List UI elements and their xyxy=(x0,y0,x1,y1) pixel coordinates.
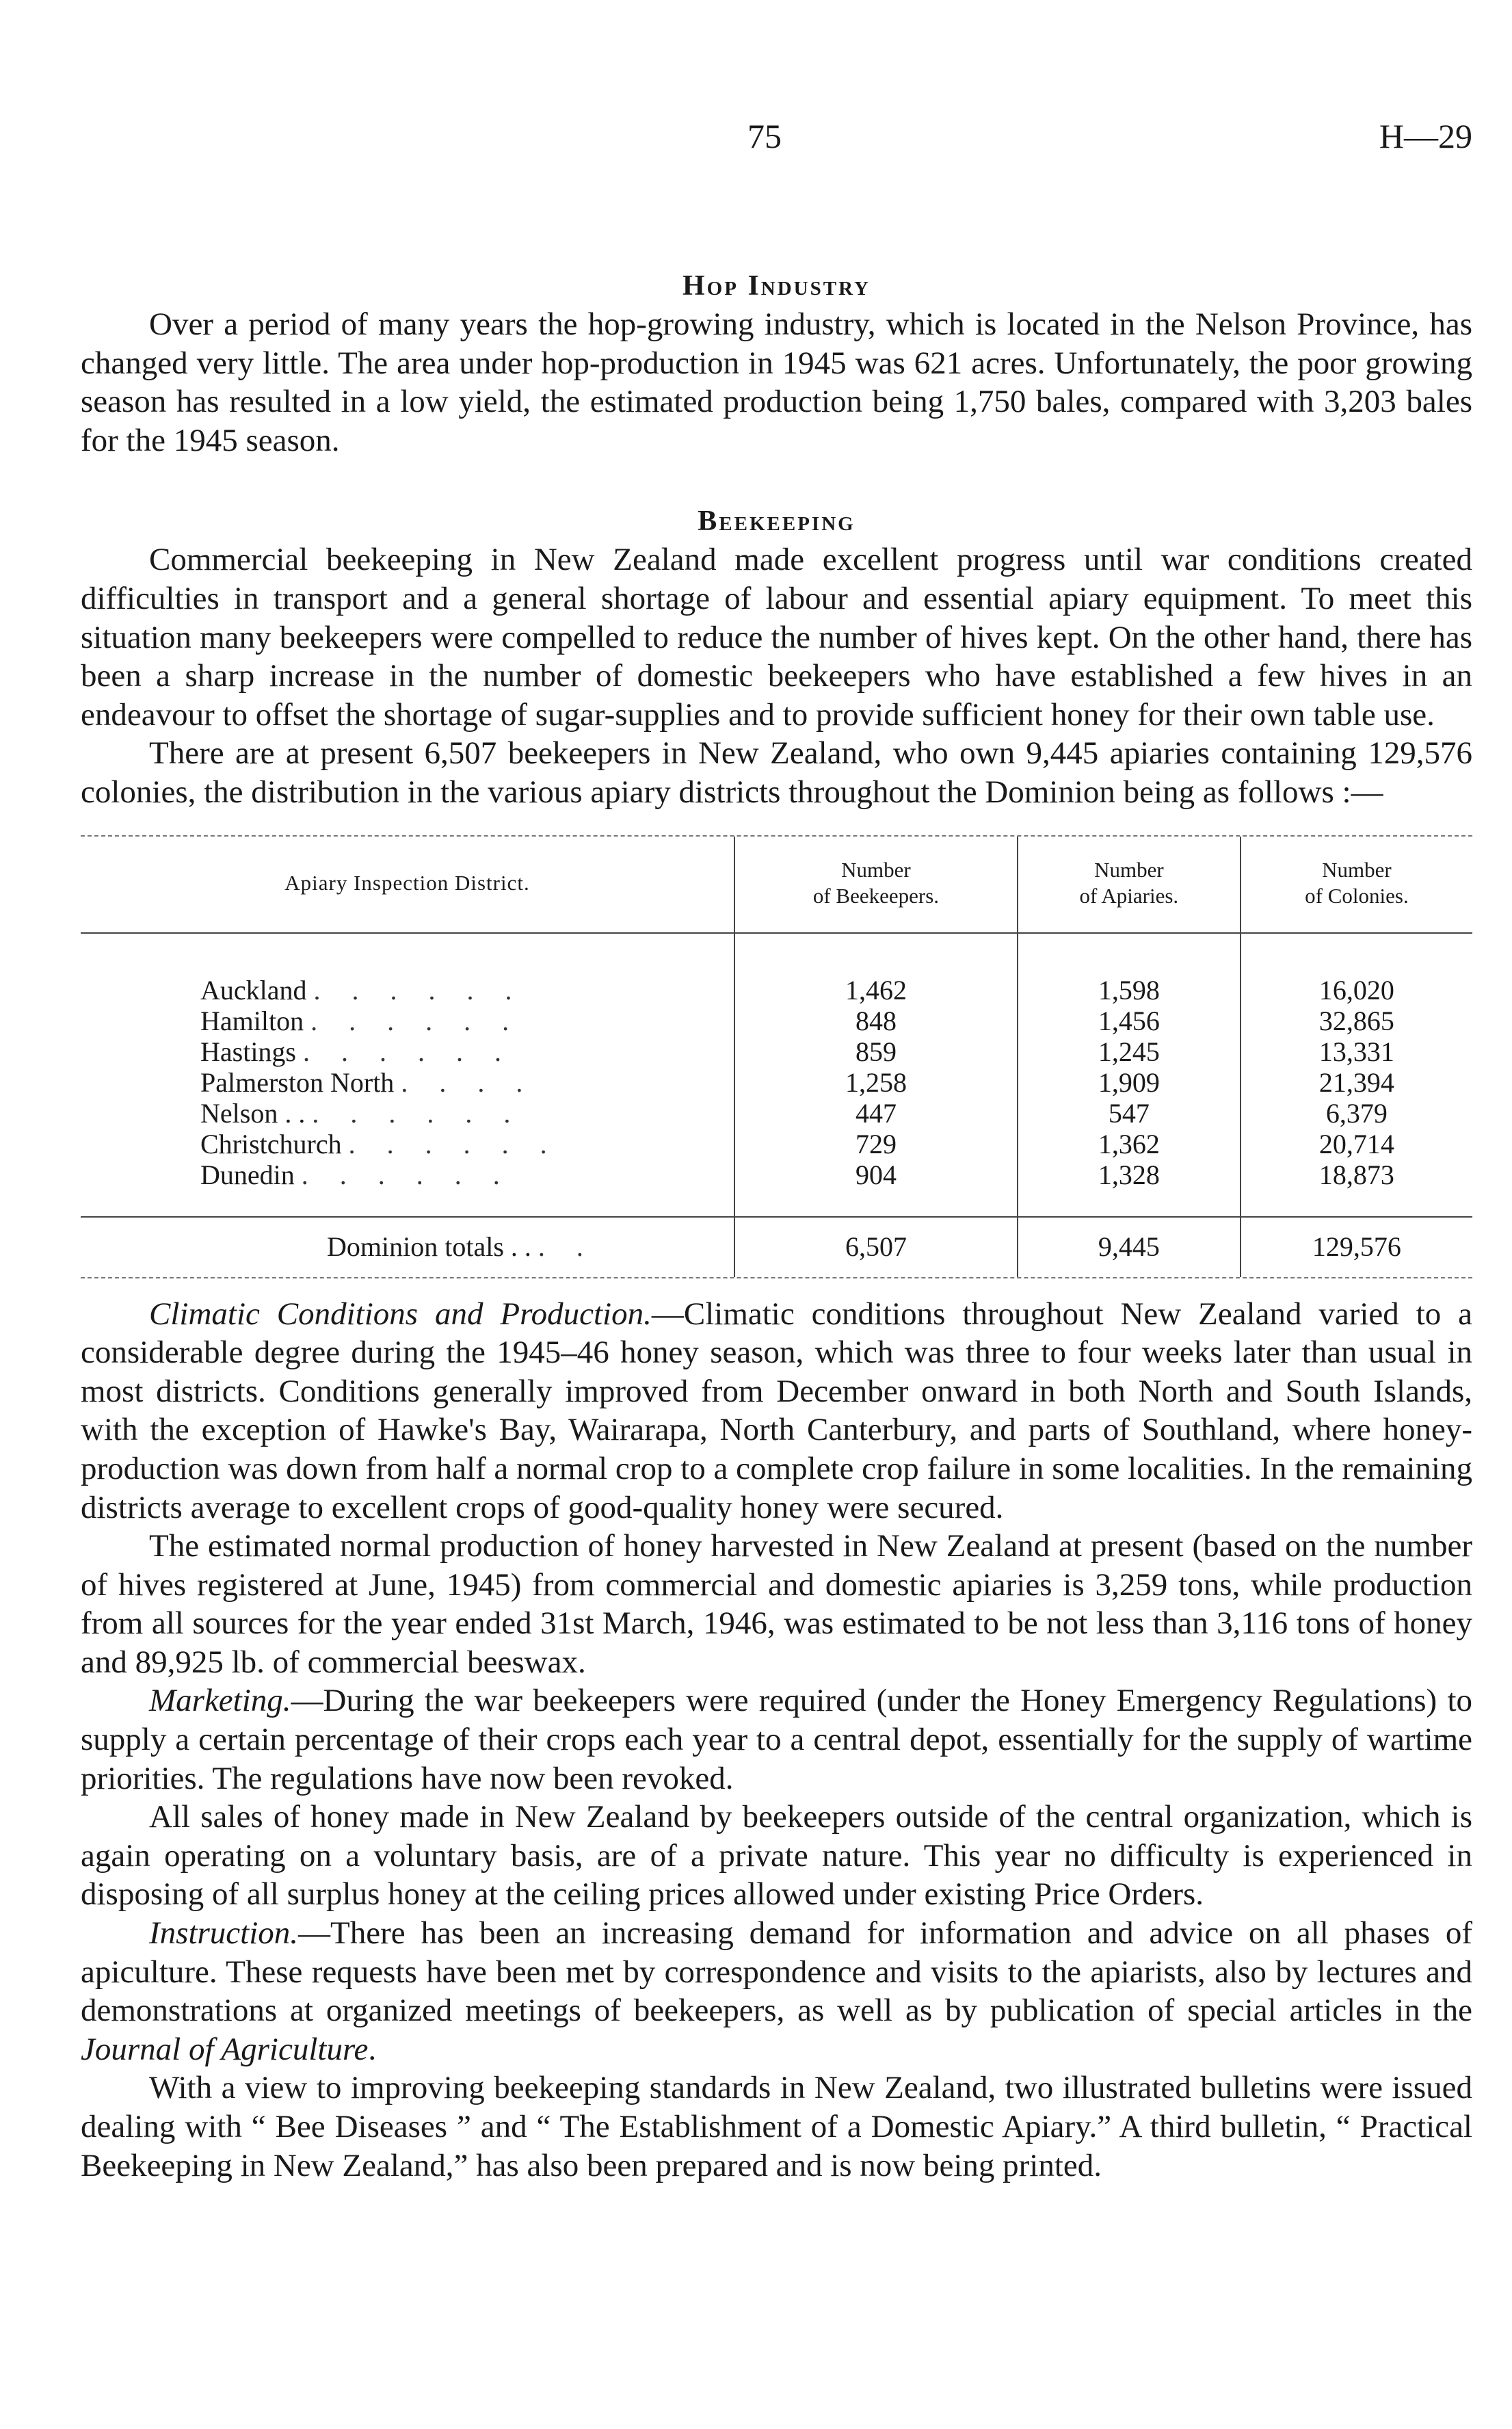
header-apiaries-line2: of Apiaries. xyxy=(1079,883,1179,908)
colonies-cell: 18,873 xyxy=(1241,1159,1472,1217)
table-row xyxy=(81,1006,1472,1036)
beekeepers-cell: 1,462 xyxy=(734,933,1018,1006)
colonies-cell: 20,714 xyxy=(1241,1129,1472,1159)
beekeepers-cell: 848 xyxy=(734,1006,1018,1036)
header-beekeepers-line1: Number xyxy=(841,857,911,882)
beekeepers-cell: 1,258 xyxy=(734,1067,1018,1098)
apiaries-cell: 1,245 xyxy=(1018,1036,1241,1067)
district-cell xyxy=(81,1159,734,1217)
apiaries-cell: 1,328 xyxy=(1018,1159,1241,1217)
table-row xyxy=(81,1129,1472,1159)
district-name: Hastings xyxy=(200,1036,296,1067)
table-bottom-rule xyxy=(81,1277,1472,1278)
beekeeping-heading: Beekeeping xyxy=(698,506,856,538)
colonies-cell: 32,865 xyxy=(1241,1006,1472,1036)
apiaries-cell: 1,909 xyxy=(1018,1067,1241,1098)
table-header-row xyxy=(81,837,1472,933)
header-apiaries xyxy=(1018,837,1241,933)
journal-title: Journal of Agriculture xyxy=(81,2031,369,2067)
beekeeping-paragraph-2: There are at present 6,507 beekeepers in New Zealand, who own 9,445 apiaries containing 129,576 colonies, the distribution in the various apiary districts throughout the Dominion being as follows :— xyxy=(81,735,1472,810)
totals-label: Dominion totals . . xyxy=(327,1231,531,1262)
leader-dots: . . . . . . xyxy=(310,1005,522,1036)
leader-dots: . . . . . . xyxy=(313,974,525,1006)
apiaries-cell: 1,456 xyxy=(1018,1006,1241,1036)
climatic-text: —Climatic conditions throughout New Zealand varied to a considerable degree during the 1945–46 honey season, which was three to four weeks later than usual in most districts. Conditions generally improved from December onward in both North and South Islands, with the exception of Hawke's Bay, Wairarapa, North Canterbury, and parts of Southland, where honey-production was down from half a normal crop to a complete crop failure in some localities. In the remaining districts average to excellent crops of good-quality honey were secured. xyxy=(81,1296,1472,1525)
colonies-cell: 13,331 xyxy=(1241,1036,1472,1067)
beekeeping-paragraph-1: Commercial beekeeping in New Zealand made excellent progress until war conditions created difficulties in transport and a general shortage of labour and essential apiary equipment. To meet this situation many beekeepers were compelled to reduce the number of hives kept. On the other hand, there has been a sharp increase in the number of domestic beekeepers who have established a few hives in an endeavour to offset the shortage of sugar-supplies and to provide sufficient honey for their own table use. xyxy=(81,542,1472,733)
district-cell xyxy=(81,1067,734,1098)
colonies-cell: 6,379 xyxy=(1241,1098,1472,1129)
page-number: 75 xyxy=(747,117,782,155)
header-colonies xyxy=(1241,837,1472,933)
page-header xyxy=(81,103,1472,155)
colonies-cell: 16,020 xyxy=(1241,933,1472,1006)
marketing-run-in: Marketing. xyxy=(149,1683,291,1719)
header-district: Apiary Inspection District. xyxy=(81,837,734,933)
beekeepers-cell: 904 xyxy=(734,1159,1018,1217)
header-beekeepers xyxy=(734,837,1018,933)
district-cell xyxy=(81,1129,734,1159)
apiary-table-section xyxy=(81,835,1472,1278)
table-row xyxy=(81,933,1472,1006)
beekeepers-cell: 729 xyxy=(734,1129,1018,1159)
leader-dots: . . . . . . xyxy=(348,1128,559,1159)
district-cell xyxy=(81,1098,734,1129)
marketing-paragraph-2: All sales of honey made in New Zealand by beekeepers outside of the central organization, which is again operating on a voluntary basis, are of a private nature. This year no difficulty is experienced in disposing of all surplus honey at the ceiling prices allowed under existing Price Orders. xyxy=(81,1799,1472,1913)
climatic-run-in: Climatic Conditions and Production. xyxy=(149,1296,652,1332)
document-page xyxy=(81,103,1472,2185)
beekeepers-cell: 447 xyxy=(734,1098,1018,1129)
district-name: Auckland xyxy=(200,974,307,1006)
climatic-paragraph-1 xyxy=(81,1295,1472,1527)
header-colonies-line1: Number xyxy=(1322,857,1392,882)
leader-dots: . . . . xyxy=(401,1066,535,1098)
total-apiaries: 9,445 xyxy=(1018,1217,1241,1277)
apiaries-cell: 1,362 xyxy=(1018,1129,1241,1159)
document-code: H—29 xyxy=(1379,117,1472,155)
header-beekeepers-line2: of Beekeepers. xyxy=(812,883,940,908)
total-colonies: 129,576 xyxy=(1241,1217,1472,1277)
table-row xyxy=(81,1067,1472,1098)
instruction-text: —There has been an increasing demand for information and advice on all phases of apiculture. These requests have been met by correspondence and visits to the apiarists, also by lectures and demonstrations at organized meetings of beekeepers, as well as by publication of special articles in the xyxy=(81,1915,1472,2029)
instruction-text-end: . xyxy=(368,2031,377,2067)
totals-label-cell xyxy=(81,1217,734,1277)
table-row xyxy=(81,1159,1472,1217)
district-cell xyxy=(81,1036,734,1067)
district-name: Nelson . . xyxy=(200,1097,306,1129)
instruction-paragraph-1 xyxy=(81,1914,1472,2069)
hop-industry-heading: Hop Industry xyxy=(682,270,871,302)
header-colonies-line2: of Colonies. xyxy=(1305,883,1409,908)
district-name: Christchurch xyxy=(200,1128,342,1159)
beekeepers-cell: 859 xyxy=(734,1036,1018,1067)
leader-dots: . . xyxy=(538,1231,596,1262)
marketing-text: —During the war beekeepers were required (under the Honey Emergency Regulations) to supply a certain percentage of their crops each year to a central depot, essentially for the supply of wartime priorities. The regulations have now been revoked. xyxy=(81,1683,1472,1796)
leader-dots: . . . . . . xyxy=(301,1159,512,1190)
header-apiaries-line1: Number xyxy=(1094,857,1164,882)
apiaries-cell: 1,598 xyxy=(1018,933,1241,1006)
total-beekeepers: 6,507 xyxy=(734,1217,1018,1277)
district-name: Dunedin xyxy=(200,1159,295,1190)
instruction-paragraph-2: With a view to improving beekeeping standards in New Zealand, two illustrated bulletins were issued dealing with “ Bee Diseases ” and “ The Establishment of a Domestic Apiary.” A third bulletin, “ Practical Beekeeping in New Zealand,” has also been prepared and is now being printed. xyxy=(81,2070,1472,2183)
table-row xyxy=(81,1098,1472,1129)
climatic-paragraph-2: The estimated normal production of honey harvested in New Zealand at present (based on the number of hives registered at June, 1945) from commercial and domestic apiaries is 3,259 tons, while production from all sources for the year ended 31st March, 1946, was estimated to be not less than 3,116 tons of honey and 89,925 lb. of commercial beeswax. xyxy=(81,1528,1472,1680)
district-name: Hamilton xyxy=(200,1005,304,1036)
marketing-paragraph-1 xyxy=(81,1681,1472,1798)
colonies-cell: 21,394 xyxy=(1241,1067,1472,1098)
apiary-districts-table xyxy=(81,837,1472,1277)
leader-dots: . . . . . . xyxy=(312,1097,523,1129)
district-cell xyxy=(81,933,734,1006)
hop-industry-paragraph: Over a period of many years the hop-growing industry, which is located in the Nelson Province, has changed very little. The area under hop-production in 1945 was 621 acres. Unfortunately, the poor growing season has resulted in a low yield, the estimated production being 1,750 bales, compared with 3,203 bales for the 1945 season. xyxy=(81,306,1472,458)
apiaries-cell: 547 xyxy=(1018,1098,1241,1129)
instruction-run-in: Instruction. xyxy=(149,1915,299,1952)
totals-row xyxy=(81,1217,1472,1277)
district-cell xyxy=(81,1006,734,1036)
leader-dots: . . . . . . xyxy=(303,1036,514,1067)
district-name: Palmerston North xyxy=(200,1066,395,1098)
table-row xyxy=(81,1036,1472,1067)
